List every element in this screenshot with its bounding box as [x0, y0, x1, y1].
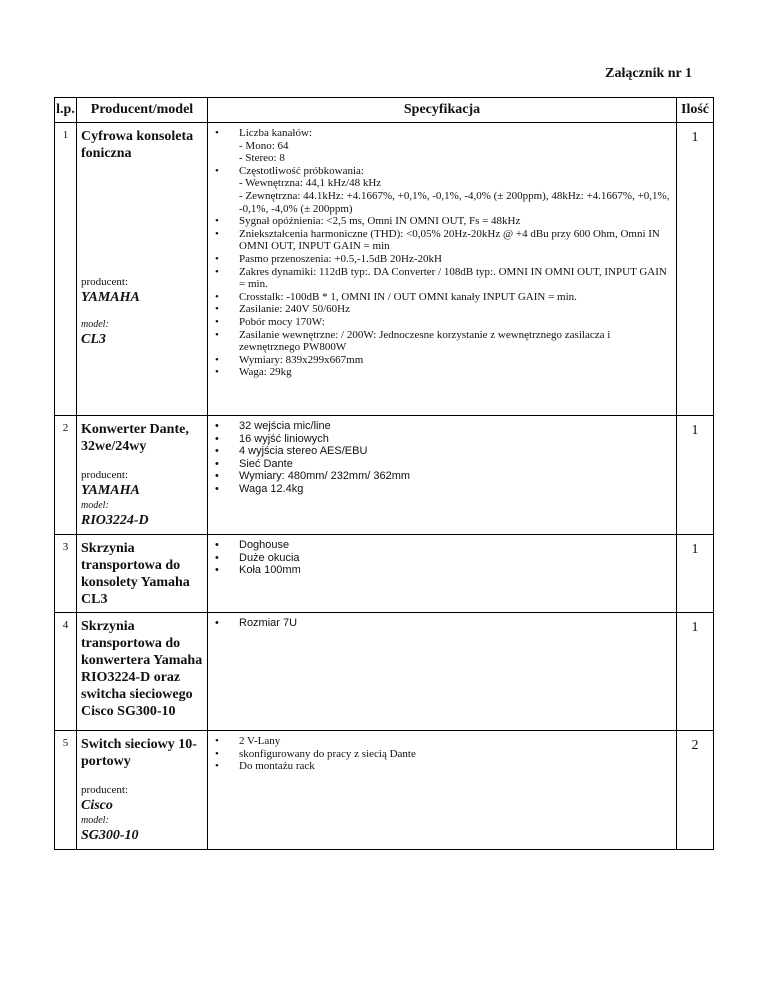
producer-name: YAMAHA [81, 290, 140, 305]
header-qty: Ilość [677, 98, 714, 123]
product-cell [77, 123, 208, 416]
table-header-row [55, 98, 714, 123]
spec-item: • 4 wyjścia stereo AES/EBU [212, 445, 672, 458]
spec-cell [208, 535, 677, 613]
spec-item: • Częstotliwość próbkowania: [212, 165, 672, 178]
spec-item: • Waga: 29kg [212, 366, 672, 379]
quantity: 2 [677, 731, 714, 850]
model-name: SG300-10 [81, 828, 139, 843]
row-number: 4 [55, 613, 77, 731]
spec-item: • 2 V-Lany [212, 735, 672, 748]
spec-item: • Pasmo przenoszenia: +0.5,-1.5dB 20Hz-20kH [212, 253, 672, 266]
spec-item: • Sieć Dante [212, 458, 672, 471]
spec-cell [208, 731, 677, 850]
producer-label: producent: [81, 276, 129, 288]
table-row [55, 416, 714, 535]
header-lp: l.p. [55, 98, 77, 123]
model-name: RIO3224-D [81, 513, 149, 528]
table-row [55, 535, 714, 613]
spec-list [212, 420, 672, 496]
spec-list [212, 735, 672, 773]
product-name: Skrzynia transportowa do konwertera Yamaha RIO3224-D oraz switcha sieciowego Cisco SG300-10 [81, 619, 203, 719]
quantity: 1 [677, 123, 714, 416]
producer-label: producent: [81, 784, 129, 796]
product-cell [77, 613, 208, 731]
header-spec: Specyfikacja [208, 98, 677, 123]
producer-name: Cisco [81, 798, 113, 813]
spec-list [212, 617, 672, 630]
spec-subitem: - Mono: 64 [239, 139, 289, 152]
spec-item: • Liczba kanałów: [212, 127, 672, 140]
table-row [55, 613, 714, 731]
table-row [55, 731, 714, 850]
spec-cell [208, 416, 677, 535]
product-name: Konwerter Dante, 32we/24wy [81, 422, 189, 454]
model-label: model: [81, 319, 109, 330]
product-name: Switch sieciowy 10-portowy [81, 737, 197, 769]
spec-item: • Wymiary: 839x299x667mm [212, 354, 672, 367]
table-row [55, 123, 714, 416]
spec-item: • Waga 12.4kg [212, 483, 672, 496]
row-number: 3 [55, 535, 77, 613]
product-cell [77, 416, 208, 535]
row-number: 2 [55, 416, 77, 535]
spec-item: • Zasilanie wewnętrzne: / 200W: Jednoczesne korzystanie z wewnętrznego zasilacza i zewnętrznego PW800W [212, 329, 672, 354]
spec-item: • Sygnał opóźnienia: <2,5 ms, Omni IN OMNI OUT, Fs = 48kHz [212, 215, 672, 228]
row-number: 5 [55, 731, 77, 850]
spec-item: • Pobór mocy 170W: [212, 316, 672, 329]
model-name: CL3 [81, 332, 106, 347]
spec-subitem: - Wewnętrzna: 44,1 kHz/48 kHz [239, 177, 382, 190]
spec-item: • Do montażu rack [212, 760, 672, 773]
quantity: 1 [677, 535, 714, 613]
product-name: Skrzynia transportowa do konsolety Yamaha CL3 [81, 541, 190, 607]
spec-item: • Duże okucia [212, 552, 672, 565]
spec-item: • Wymiary: 480mm/ 232mm/ 362mm [212, 470, 672, 483]
spec-item: • Zasilanie: 240V 50/60Hz [212, 303, 672, 316]
product-cell [77, 731, 208, 850]
product-cell [77, 535, 208, 613]
quantity: 1 [677, 416, 714, 535]
spec-cell [208, 123, 677, 416]
spec-cell [208, 613, 677, 731]
specification-table [54, 97, 714, 850]
spec-item: • Doghouse [212, 539, 672, 552]
producer-name: YAMAHA [81, 483, 140, 498]
spec-item: • Koła 100mm [212, 564, 672, 577]
spec-subitem: - Stereo: 8 [239, 152, 285, 165]
spec-item: • Zakres dynamiki: 112dB typ:. DA Converter / 108dB typ:. OMNI IN OMNI OUT, INPUT GAIN = min. [212, 266, 672, 291]
spec-list [212, 539, 672, 577]
spec-item: • 16 wyjść liniowych [212, 433, 672, 446]
spec-item: • Crosstalk: -100dB * 1, OMNI IN / OUT OMNI kanały INPUT GAIN = min. [212, 291, 672, 304]
product-name: Cyfrowa konsoleta foniczna [81, 129, 194, 161]
model-label: model: [81, 815, 109, 826]
row-number: 1 [55, 123, 77, 416]
spec-item: • skonfigurowany do pracy z siecią Dante [212, 748, 672, 761]
spec-list [212, 127, 672, 379]
producer-label: producent: [81, 469, 129, 481]
spec-item: • 32 wejścia mic/line [212, 420, 672, 433]
spec-subitem: - Zewnętrzna: 44.1kHz: +4.1667%, +0,1%, -0,1%, -4,0% (± 200ppm), 48kHz: +4.1667%, +0,1%, -0,1%, -4,0% (± 200ppm) [239, 189, 670, 215]
header-producer: Producent/model [77, 98, 208, 123]
spec-item: • Zniekształcenia harmoniczne (THD): <0,05% 20Hz-20kHz @ +4 dBu przy 600 Ohm, Omni IN OMNI OUT, INPUT GAIN = min [212, 228, 672, 253]
model-label: model: [81, 500, 109, 511]
quantity: 1 [677, 613, 714, 731]
attachment-title: Załącznik nr 1 [605, 66, 692, 81]
spec-item: • Rozmiar 7U [212, 617, 672, 630]
